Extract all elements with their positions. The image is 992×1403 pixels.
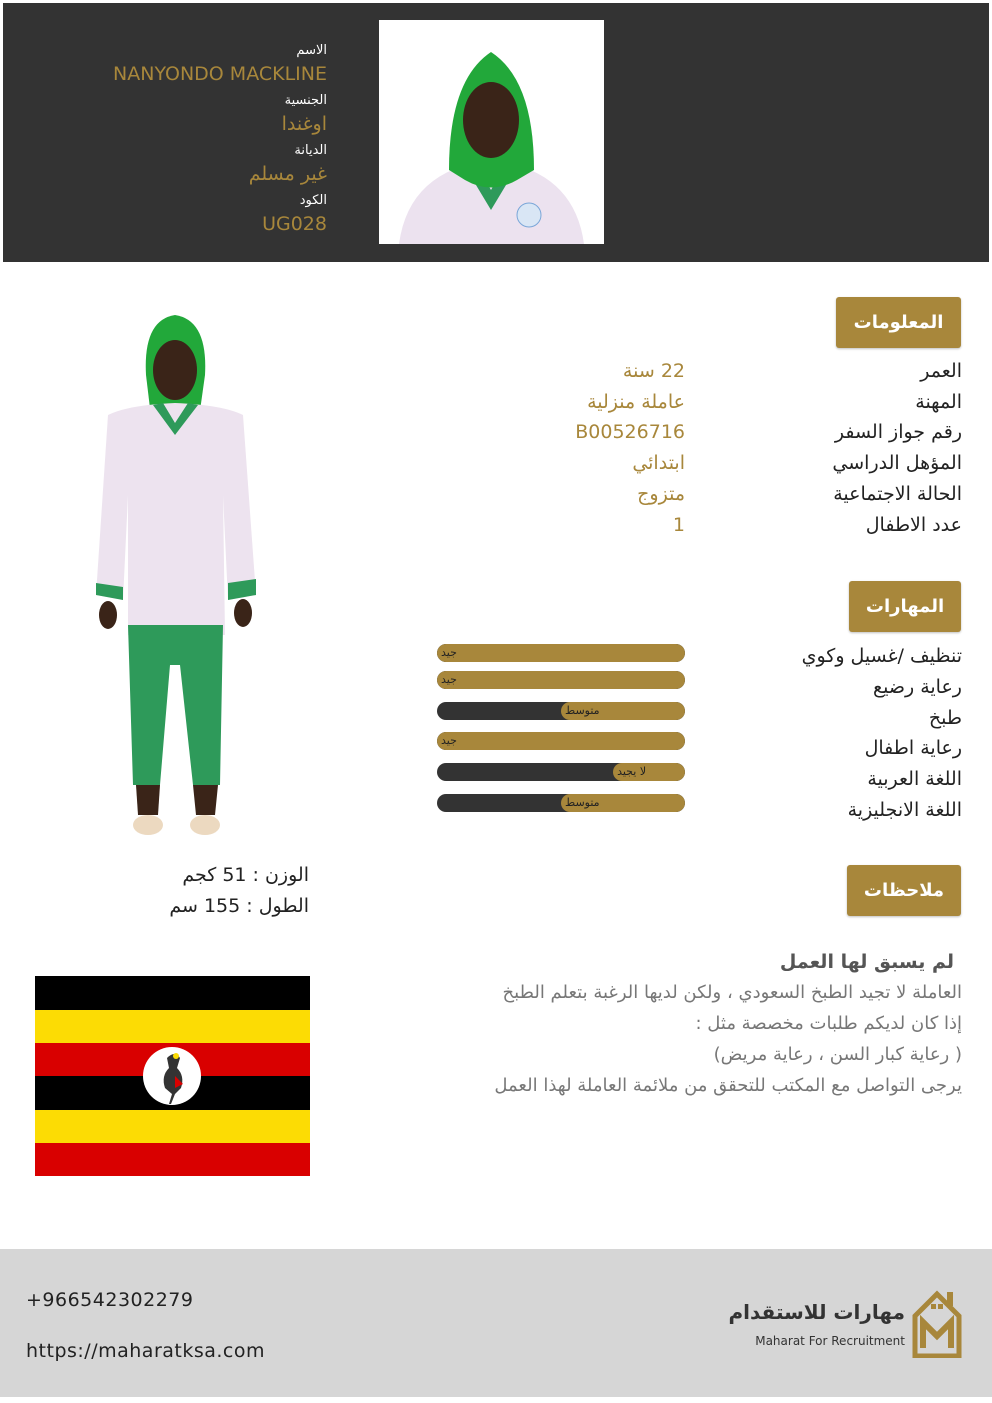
nationality-label: الجنسية: [284, 93, 327, 108]
skill-bar-fill: [437, 671, 685, 689]
logo-arabic-text: مهارات للاستقدام: [728, 1300, 905, 1324]
info-label: الحالة الاجتماعية: [833, 483, 962, 505]
logo-english-text: Maharat For Recruitment: [755, 1334, 905, 1348]
skill-bar: [437, 763, 685, 781]
info-row-passport: [420, 421, 962, 452]
header-fields: [27, 41, 327, 243]
notes-block: [420, 947, 962, 1101]
notes-headline: لم يسبق لها العمل: [779, 951, 954, 973]
notes-line: يرجى التواصل مع المكتب للتحقق من ملائمة العاملة لهذا العمل: [494, 1075, 962, 1096]
skill-label: رعاية اطفال: [864, 737, 962, 759]
skill-level-text: لا يجيد: [617, 765, 647, 778]
info-row-marital-status: [420, 483, 962, 514]
website-link[interactable]: https://maharatksa.com: [26, 1340, 266, 1362]
info-row-education: [420, 452, 962, 483]
skill-level-text: متوسط: [565, 796, 600, 809]
skill-label: اللغة الانجليزية: [847, 799, 962, 821]
info-label: العمر: [920, 360, 962, 382]
info-label: رقم جواز السفر: [834, 421, 962, 443]
info-row-children: [420, 514, 962, 545]
info-label: المؤهل الدراسي: [832, 452, 962, 474]
header-banner: [3, 3, 989, 262]
notes-line: ( رعاية كبار السن ، رعاية مريض): [713, 1044, 962, 1065]
skill-bar-fill: [437, 644, 685, 662]
skill-label: اللغة العربية: [867, 768, 962, 790]
info-value: B00526716: [575, 421, 685, 443]
skill-level-text: جيد: [441, 646, 457, 659]
skill-bar: [437, 671, 685, 689]
religion-value: غير مسلم: [248, 163, 327, 185]
info-label: عدد الاطفال: [865, 514, 962, 536]
name-value: NANYONDO MACKLINE: [113, 63, 327, 85]
skill-level-text: متوسط: [565, 704, 600, 717]
notes-line: العاملة لا تجيد الطبخ السعودي ، ولكن لديها الرغبة بتعلم الطبخ: [502, 982, 962, 1003]
info-row-profession: [420, 391, 962, 422]
name-label: الاسم: [296, 43, 327, 58]
info-section-title: المعلومات: [836, 297, 961, 348]
skill-bar: [437, 644, 685, 662]
phone-number: +966542302279: [26, 1289, 194, 1311]
nationality-value: اوغندا: [281, 113, 327, 135]
code-value: UG028: [262, 213, 327, 235]
skill-label: طبخ: [928, 707, 962, 729]
skill-bar: [437, 702, 685, 720]
portrait-photo: [379, 20, 604, 244]
skill-level-text: جيد: [441, 734, 457, 747]
skill-label: رعاية رضيع: [873, 676, 962, 698]
country-flag: [35, 976, 310, 1176]
skill-bar: [437, 732, 685, 750]
skills-section-title: المهارات: [849, 581, 961, 632]
info-value: 1: [672, 514, 685, 536]
code-label: الكود: [299, 193, 327, 208]
weight-text: الوزن : 51 كجم: [182, 864, 309, 886]
religion-label: الديانة: [294, 143, 327, 158]
height-text: الطول : 155 سم: [169, 895, 309, 917]
info-value: 22 سنة: [622, 360, 685, 382]
info-value: متزوج: [637, 483, 685, 505]
notes-line: إذا كان لديكم طلبات مخصصة مثل :: [695, 1013, 962, 1034]
skill-bar: [437, 794, 685, 812]
full-body-photo: [88, 315, 263, 850]
info-label: المهنة: [915, 391, 962, 413]
notes-section-title: ملاحظات: [847, 865, 961, 916]
house-m-icon: [907, 1286, 967, 1358]
info-row-age: [420, 360, 962, 391]
skill-bar-fill: [437, 732, 685, 750]
skill-label: تنظيف /غسيل وكوي: [801, 645, 962, 667]
company-logo: [728, 1286, 967, 1361]
info-value: عاملة منزلية: [587, 391, 685, 413]
skill-level-text: جيد: [441, 673, 457, 686]
info-value: ابتدائي: [632, 452, 685, 474]
